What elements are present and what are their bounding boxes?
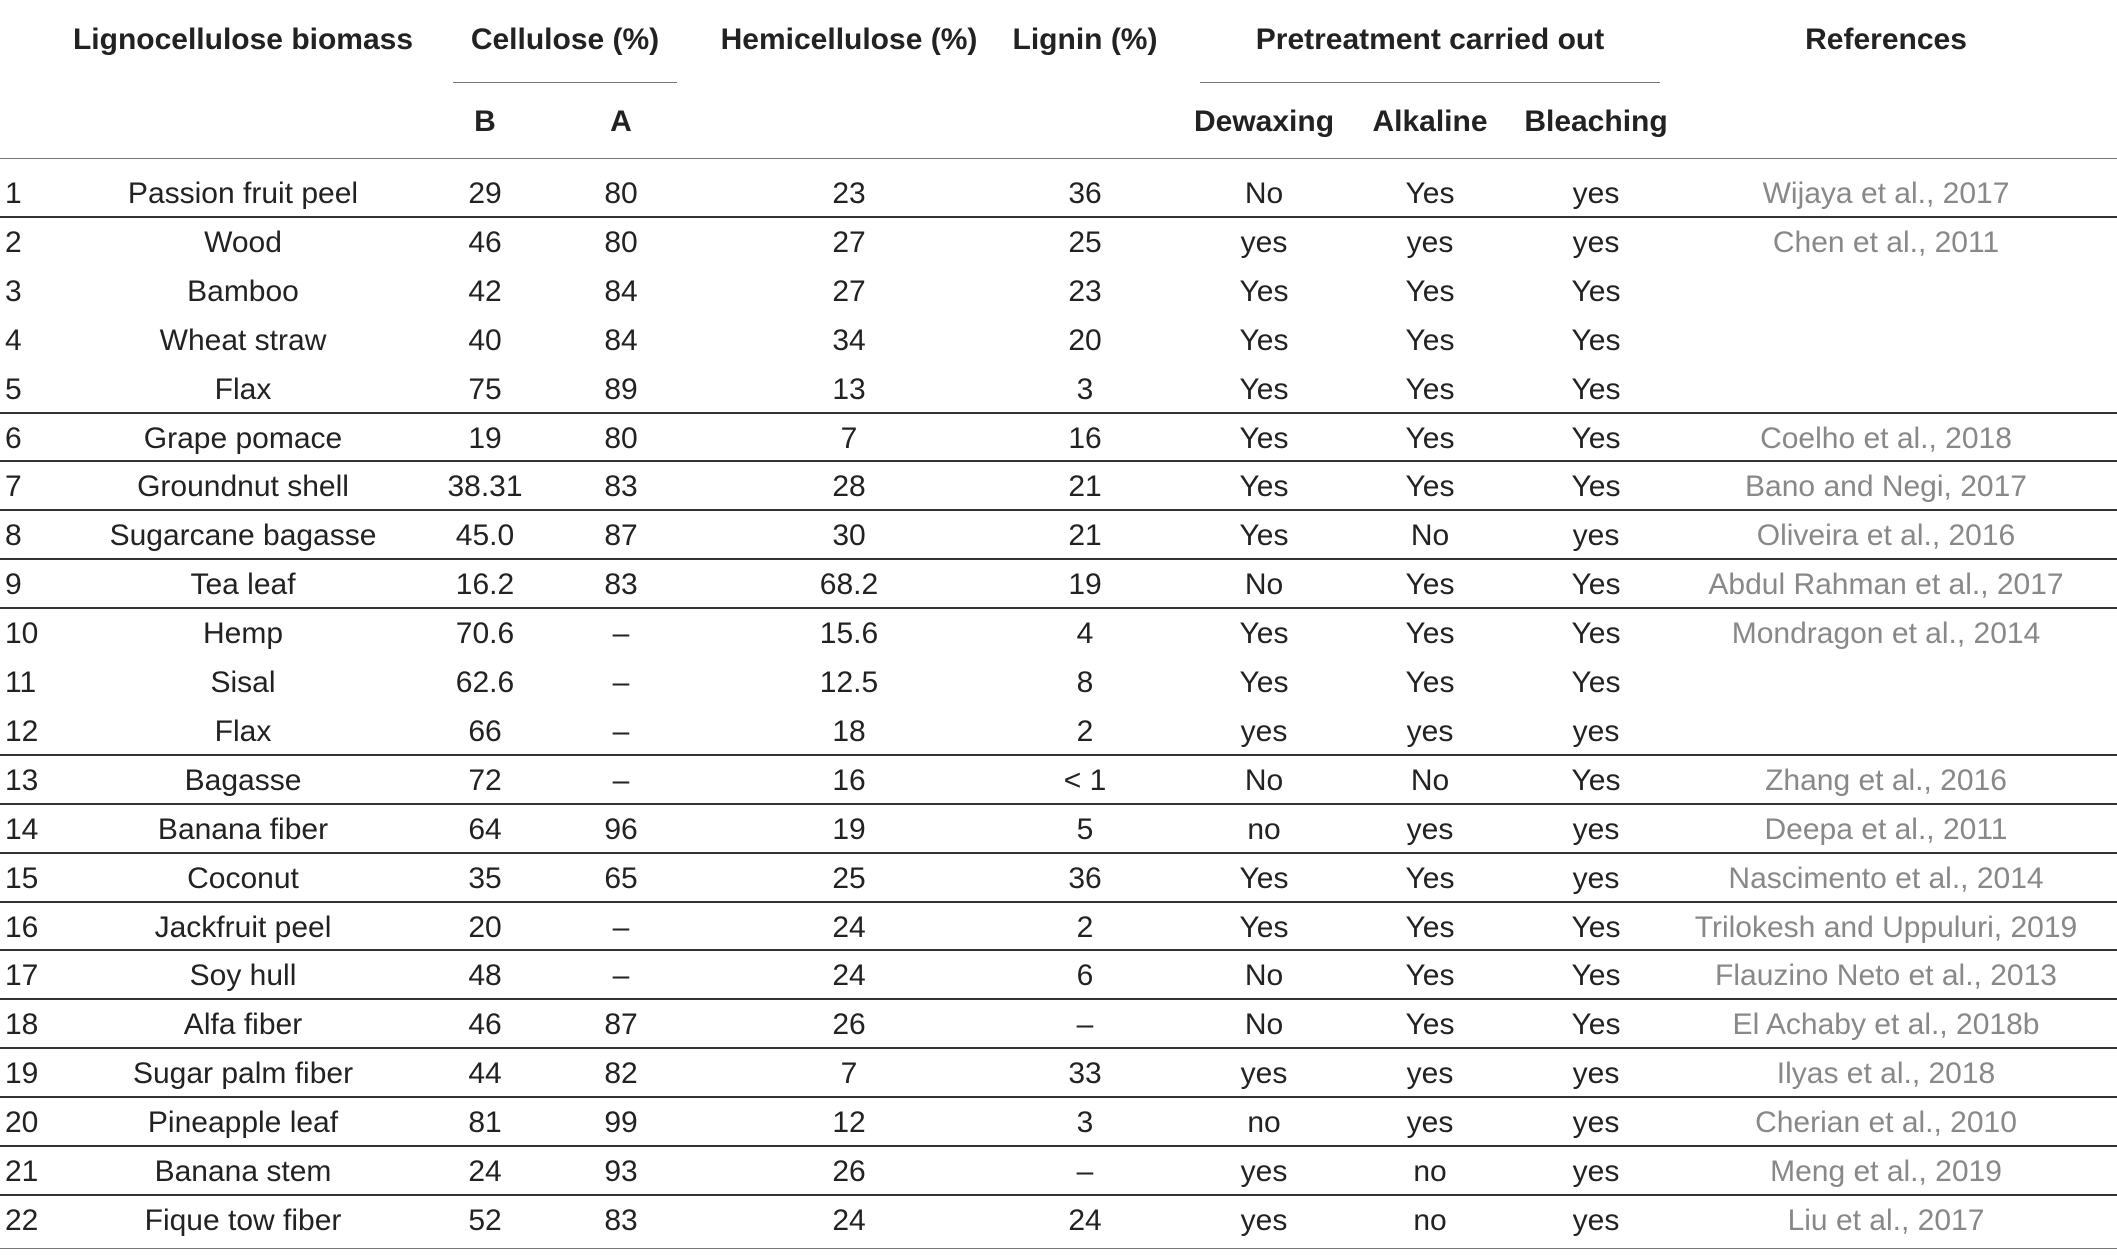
header-hemicellulose: Hemicellulose (%) — [720, 23, 978, 56]
table-row — [0, 317, 2117, 365]
alkaline-value: No — [1410, 763, 1450, 797]
row-number: 20 — [5, 1106, 39, 1140]
hemicellulose-value: 23 — [832, 177, 866, 210]
cellulose-before: 70.6 — [455, 617, 515, 651]
row-separator — [0, 754, 2117, 756]
row-separator — [0, 1096, 2117, 1098]
dewaxing-value: Yes — [1239, 470, 1289, 504]
cellulose-after: – — [612, 617, 630, 651]
row-number: 10 — [5, 617, 39, 651]
reference: Deepa et al., 2011 — [1764, 812, 2008, 846]
cellulose-before: 40 — [468, 323, 502, 357]
cellulose-before: 20 — [468, 910, 502, 944]
table-row — [0, 415, 2117, 463]
biomass-name: Banana fiber — [157, 812, 329, 846]
alkaline-value: Yes — [1405, 177, 1455, 210]
hemicellulose-value: 24 — [832, 910, 866, 944]
hemicellulose-value: 15.6 — [819, 617, 879, 651]
cellulose-group-rule — [453, 82, 677, 83]
biomass-name: Sugarcane bagasse — [109, 519, 377, 553]
row-number: 18 — [5, 1008, 39, 1042]
alkaline-value: yes — [1406, 1057, 1454, 1091]
hemicellulose-value: 27 — [832, 274, 866, 308]
bleaching-value: yes — [1572, 714, 1620, 748]
dewaxing-value: Yes — [1239, 519, 1289, 553]
biomass-name: Banana stem — [154, 1155, 332, 1188]
table-row — [0, 610, 2117, 658]
cellulose-before: 45.0 — [455, 519, 515, 553]
biomass-name: Soy hull — [189, 959, 297, 993]
cellulose-before: 46 — [468, 1008, 502, 1042]
dewaxing-value: Yes — [1239, 861, 1289, 895]
header-bottom-rule — [0, 158, 2117, 159]
hemicellulose-value: 27 — [832, 225, 866, 259]
row-separator — [0, 803, 2117, 805]
cellulose-after: 84 — [604, 274, 638, 308]
row-separator — [0, 1047, 2117, 1049]
reference: Meng et al., 2019 — [1770, 1155, 2002, 1188]
biomass-name: Bamboo — [187, 274, 299, 308]
header-biomass: Lignocellulose biomass — [72, 23, 414, 56]
dewaxing-value: no — [1247, 812, 1281, 846]
cellulose-after: – — [612, 910, 630, 944]
bleaching-value: Yes — [1571, 568, 1621, 602]
row-separator — [0, 1145, 2117, 1147]
bleaching-value: yes — [1572, 519, 1620, 553]
lignin-value: 23 — [1068, 274, 1102, 308]
alkaline-value: yes — [1406, 1106, 1454, 1140]
table-row — [0, 1050, 2117, 1098]
reference: Liu et al., 2017 — [1787, 1203, 1985, 1237]
cellulose-after: 80 — [604, 225, 638, 259]
row-number: 13 — [5, 763, 39, 797]
bleaching-value: yes — [1572, 177, 1620, 210]
cellulose-after: 89 — [604, 372, 638, 406]
biomass-name: Sisal — [210, 666, 276, 699]
dewaxing-value: Yes — [1239, 666, 1289, 699]
row-number: 7 — [5, 470, 22, 504]
dewaxing-value: No — [1244, 177, 1284, 210]
lignin-value: 2 — [1076, 714, 1094, 748]
cellulose-before: 16.2 — [455, 568, 515, 602]
cellulose-before: 62.6 — [455, 666, 515, 699]
hemicellulose-value: 24 — [832, 1203, 866, 1237]
row-number: 5 — [5, 372, 22, 406]
lignin-value: 33 — [1068, 1057, 1102, 1091]
bleaching-value: yes — [1572, 1203, 1620, 1237]
alkaline-value: no — [1413, 1203, 1447, 1237]
lignin-value: < 1 — [1063, 763, 1107, 797]
row-separator — [0, 607, 2117, 609]
header-cellulose-b: B — [474, 105, 496, 138]
biomass-name: Groundnut shell — [137, 470, 349, 504]
biomass-name: Wood — [204, 225, 282, 259]
reference: Abdul Rahman et al., 2017 — [1708, 568, 2064, 602]
cellulose-after: 80 — [604, 177, 638, 210]
lignin-value: 16 — [1068, 421, 1102, 455]
dewaxing-value: No — [1244, 1008, 1284, 1042]
bleaching-value: Yes — [1571, 1008, 1621, 1042]
cellulose-before: 81 — [468, 1106, 502, 1140]
reference: Oliveira et al., 2016 — [1756, 519, 2016, 553]
dewaxing-value: Yes — [1239, 372, 1289, 406]
row-number: 11 — [5, 666, 37, 699]
reference: Flauzino Neto et al., 2013 — [1715, 959, 2057, 993]
lignin-value: 21 — [1068, 470, 1102, 504]
cellulose-before: 44 — [468, 1057, 502, 1091]
biomass-name: Passion fruit peel — [127, 177, 359, 210]
biomass-name: Sugar palm fiber — [132, 1057, 354, 1091]
table-row — [0, 463, 2117, 511]
row-separator — [0, 998, 2117, 1000]
header-alkaline: Alkaline — [1372, 105, 1488, 138]
hemicellulose-value: 25 — [832, 861, 866, 895]
row-separator — [0, 412, 2117, 414]
biomass-name: Wheat straw — [159, 323, 327, 357]
cellulose-after: 83 — [604, 1203, 638, 1237]
row-number: 3 — [5, 274, 22, 308]
cellulose-before: 52 — [468, 1203, 502, 1237]
reference: Chen et al., 2011 — [1772, 225, 2000, 259]
table-row — [0, 1197, 2117, 1245]
row-number: 1 — [5, 177, 22, 210]
row-number: 16 — [5, 910, 39, 944]
reference: Zhang et al., 2016 — [1765, 763, 2007, 797]
cellulose-after: – — [612, 763, 630, 797]
alkaline-value: Yes — [1405, 666, 1455, 699]
lignin-value: 4 — [1076, 617, 1094, 651]
bleaching-value: Yes — [1571, 421, 1621, 455]
alkaline-value: yes — [1406, 714, 1454, 748]
dewaxing-value: No — [1244, 959, 1284, 993]
header-bleaching: Bleaching — [1524, 105, 1668, 138]
table-row — [0, 1099, 2117, 1147]
lignin-value: – — [1076, 1008, 1094, 1042]
bleaching-value: yes — [1572, 1106, 1620, 1140]
alkaline-value: Yes — [1405, 323, 1455, 357]
table-row — [0, 904, 2117, 952]
biomass-name: Grape pomace — [143, 421, 343, 455]
hemicellulose-value: 28 — [832, 470, 866, 504]
table-row — [0, 512, 2117, 560]
hemicellulose-value: 7 — [840, 421, 858, 455]
lignin-value: 2 — [1076, 910, 1094, 944]
bleaching-value: yes — [1572, 1155, 1620, 1188]
cellulose-after: 80 — [604, 421, 638, 455]
row-separator — [0, 901, 2117, 903]
alkaline-value: Yes — [1405, 372, 1455, 406]
cellulose-after: – — [612, 714, 630, 748]
dewaxing-value: yes — [1240, 1155, 1288, 1188]
bleaching-value: Yes — [1571, 470, 1621, 504]
row-number: 4 — [5, 323, 22, 357]
table-row — [0, 855, 2117, 903]
dewaxing-value: Yes — [1239, 274, 1289, 308]
reference: Wijaya et al., 2017 — [1762, 177, 2010, 210]
cellulose-before: 35 — [468, 861, 502, 895]
bleaching-value: Yes — [1571, 274, 1621, 308]
lignin-value: 3 — [1076, 1106, 1094, 1140]
alkaline-value: no — [1413, 1155, 1447, 1188]
cellulose-before: 29 — [468, 177, 502, 210]
row-separator — [0, 460, 2117, 462]
table-row — [0, 366, 2117, 414]
cellulose-before: 75 — [468, 372, 502, 406]
dewaxing-value: yes — [1240, 714, 1288, 748]
hemicellulose-value: 34 — [832, 323, 866, 357]
biomass-name: Flax — [214, 372, 272, 406]
cellulose-after: 99 — [604, 1106, 638, 1140]
biomass-name: Jackfruit peel — [154, 910, 332, 944]
table-row — [0, 268, 2117, 316]
alkaline-value: No — [1410, 519, 1450, 553]
alkaline-value: Yes — [1405, 470, 1455, 504]
row-number: 8 — [5, 519, 22, 553]
lignin-value: 8 — [1076, 666, 1094, 699]
reference: Trilokesh and Uppuluri, 2019 — [1694, 910, 2078, 944]
row-separator — [0, 558, 2117, 560]
hemicellulose-value: 12.5 — [819, 666, 879, 699]
lignin-value: 21 — [1068, 519, 1102, 553]
alkaline-value: Yes — [1405, 1008, 1455, 1042]
row-separator — [0, 852, 2117, 854]
bleaching-value: yes — [1572, 1057, 1620, 1091]
dewaxing-value: no — [1247, 1106, 1281, 1140]
biomass-name: Bagasse — [184, 763, 302, 797]
cellulose-before: 64 — [468, 812, 502, 846]
lignin-value: 36 — [1068, 177, 1102, 210]
table-row — [0, 170, 2117, 218]
cellulose-after: 82 — [604, 1057, 638, 1091]
cellulose-after: 84 — [604, 323, 638, 357]
table-row — [0, 1001, 2117, 1049]
table-row — [0, 708, 2117, 756]
header-pretreatment: Pretreatment carried out — [1255, 23, 1605, 56]
biomass-name: Tea leaf — [190, 568, 296, 602]
hemicellulose-value: 13 — [832, 372, 866, 406]
reference: Cherian et al., 2010 — [1755, 1106, 2017, 1140]
cellulose-after: 65 — [604, 861, 638, 895]
table-row — [0, 952, 2117, 1000]
alkaline-value: yes — [1406, 812, 1454, 846]
cellulose-before: 42 — [468, 274, 502, 308]
pretreatment-group-rule — [1200, 82, 1660, 83]
bleaching-value: Yes — [1571, 910, 1621, 944]
hemicellulose-value: 30 — [832, 519, 866, 553]
hemicellulose-value: 24 — [832, 959, 866, 993]
lignin-value: 6 — [1076, 959, 1094, 993]
reference: Coelho et al., 2018 — [1760, 421, 2012, 455]
dewaxing-value: yes — [1240, 1057, 1288, 1091]
hemicellulose-value: 68.2 — [819, 568, 879, 602]
alkaline-value: Yes — [1405, 617, 1455, 651]
cellulose-after: 96 — [604, 812, 638, 846]
reference: Ilyas et al., 2018 — [1776, 1057, 1996, 1091]
lignin-value: 19 — [1068, 568, 1102, 602]
dewaxing-value: Yes — [1239, 617, 1289, 651]
table-row — [0, 561, 2117, 609]
table-row — [0, 806, 2117, 854]
row-number: 19 — [5, 1057, 39, 1091]
row-separator — [0, 509, 2117, 511]
row-separator — [0, 1194, 2117, 1196]
biomass-name: Pineapple leaf — [147, 1106, 339, 1140]
biomass-name: Alfa fiber — [183, 1008, 303, 1042]
hemicellulose-value: 26 — [832, 1155, 866, 1188]
cellulose-after: – — [612, 666, 630, 699]
cellulose-after: 83 — [604, 568, 638, 602]
hemicellulose-value: 18 — [832, 714, 866, 748]
lignin-value: 25 — [1068, 225, 1102, 259]
lignin-value: 24 — [1068, 1203, 1102, 1237]
alkaline-value: Yes — [1405, 274, 1455, 308]
row-separator — [0, 216, 2117, 218]
bleaching-value: Yes — [1571, 323, 1621, 357]
biomass-name: Fique tow fiber — [144, 1203, 342, 1237]
lignin-value: – — [1076, 1155, 1094, 1188]
header-cellulose-a: A — [610, 105, 632, 138]
hemicellulose-value: 26 — [832, 1008, 866, 1042]
alkaline-value: Yes — [1405, 910, 1455, 944]
alkaline-value: yes — [1406, 225, 1454, 259]
cellulose-after: 87 — [604, 1008, 638, 1042]
bleaching-value: Yes — [1571, 763, 1621, 797]
bleaching-value: Yes — [1571, 959, 1621, 993]
lignin-value: 3 — [1076, 372, 1094, 406]
cellulose-after: 87 — [604, 519, 638, 553]
dewaxing-value: yes — [1240, 225, 1288, 259]
cellulose-before: 19 — [468, 421, 502, 455]
row-number: 12 — [5, 714, 39, 748]
cellulose-before: 72 — [468, 763, 502, 797]
dewaxing-value: yes — [1240, 1203, 1288, 1237]
cellulose-before: 48 — [468, 959, 502, 993]
cellulose-before: 66 — [468, 714, 502, 748]
table-row — [0, 659, 2117, 707]
reference: Mondragon et al., 2014 — [1731, 617, 2041, 651]
bleaching-value: Yes — [1571, 372, 1621, 406]
bleaching-value: yes — [1572, 861, 1620, 895]
row-number: 17 — [5, 959, 39, 993]
header-lignin: Lignin (%) — [1012, 23, 1158, 56]
header-references: References — [1805, 23, 1967, 56]
row-number: 21 — [5, 1155, 39, 1188]
table-row — [0, 219, 2117, 267]
dewaxing-value: No — [1244, 763, 1284, 797]
row-number: 9 — [5, 568, 22, 602]
table-row — [0, 1148, 2117, 1196]
hemicellulose-value: 12 — [832, 1106, 866, 1140]
header-dewaxing: Dewaxing — [1193, 105, 1335, 138]
alkaline-value: Yes — [1405, 959, 1455, 993]
row-number: 2 — [5, 225, 22, 259]
cellulose-after: – — [612, 959, 630, 993]
biomass-name: Coconut — [187, 861, 299, 895]
lignin-value: 20 — [1068, 323, 1102, 357]
alkaline-value: Yes — [1405, 421, 1455, 455]
row-number: 15 — [5, 861, 39, 895]
row-number: 14 — [5, 812, 39, 846]
row-separator — [0, 949, 2117, 951]
dewaxing-value: Yes — [1239, 323, 1289, 357]
cellulose-after: 83 — [604, 470, 638, 504]
alkaline-value: Yes — [1405, 861, 1455, 895]
cellulose-after: 93 — [604, 1155, 638, 1188]
lignin-value: 5 — [1076, 812, 1094, 846]
row-number: 22 — [5, 1203, 39, 1237]
header-cellulose: Cellulose (%) — [470, 23, 660, 56]
bleaching-value: Yes — [1571, 617, 1621, 651]
dewaxing-value: Yes — [1239, 910, 1289, 944]
hemicellulose-value: 7 — [840, 1057, 858, 1091]
biomass-name: Hemp — [202, 617, 284, 651]
hemicellulose-value: 19 — [832, 812, 866, 846]
table-row — [0, 757, 2117, 805]
hemicellulose-value: 16 — [832, 763, 866, 797]
dewaxing-value: No — [1244, 568, 1284, 602]
biomass-name: Flax — [214, 714, 272, 748]
dewaxing-value: Yes — [1239, 421, 1289, 455]
table-bottom-rule — [0, 1248, 2117, 1249]
bleaching-value: Yes — [1571, 666, 1621, 699]
lignin-value: 36 — [1068, 861, 1102, 895]
reference: El Achaby et al., 2018b — [1732, 1008, 2040, 1042]
bleaching-value: yes — [1572, 225, 1620, 259]
reference: Nascimento et al., 2014 — [1728, 861, 2044, 895]
row-number: 6 — [5, 421, 22, 455]
alkaline-value: Yes — [1405, 568, 1455, 602]
cellulose-before: 38.31 — [447, 470, 523, 504]
bleaching-value: yes — [1572, 812, 1620, 846]
reference: Bano and Negi, 2017 — [1745, 470, 2027, 504]
cellulose-before: 46 — [468, 225, 502, 259]
cellulose-before: 24 — [468, 1155, 502, 1188]
